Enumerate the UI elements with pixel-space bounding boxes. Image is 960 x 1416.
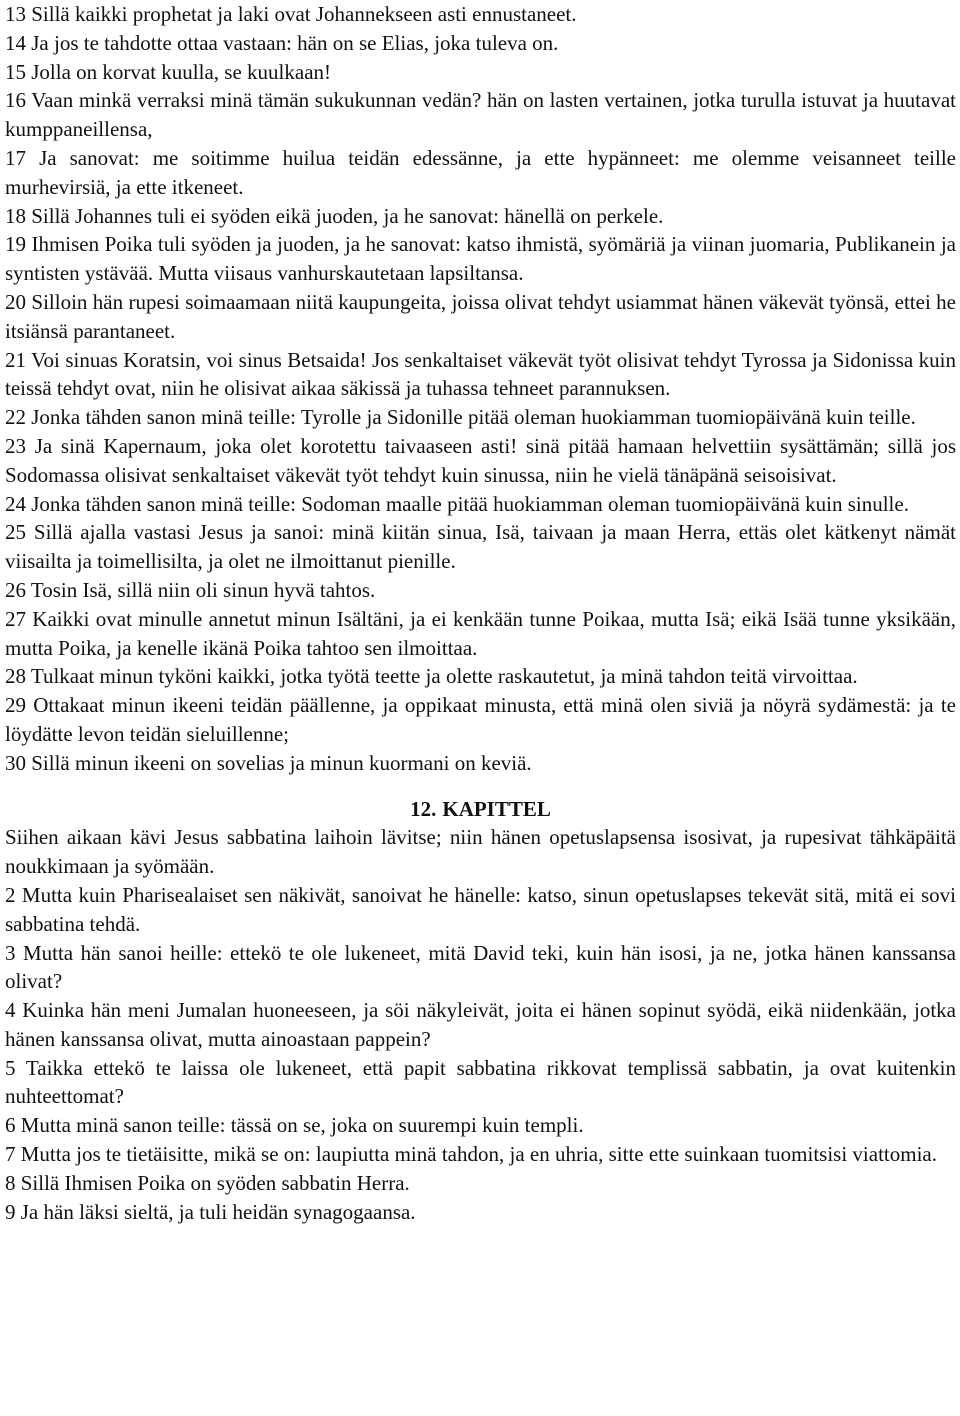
- verse-28: 28 Tulkaat minun tyköni kaikki, jotka työtä teette ja olette raskautetut, ja minä tahdon teitä virvoittaa.: [5, 664, 858, 689]
- verse-2: 2 Mutta kuin Pharisealaiset sen näkivät, sanoivat he hänelle: katso, sinun opetuslapses tekevät sitä, mitä ei sovi sabbatina tehdä.: [5, 882, 956, 936]
- verse-19: 19 Ihmisen Poika tuli syöden ja juoden, ja he sanovat: katso ihmistä, syömäriä ja viinan juomaria, Publikanein ja syntisten ystävää. Mutta viisaus vanhurskautetaan lapsiltansa.: [5, 232, 956, 286]
- chapter-title: KAPITTEL: [442, 796, 551, 821]
- verse-22: 22 Jonka tähden sanon minä teille: Tyrolle ja Sidonille pitää oleman huokiamman tuomiopäivänä kuin teille.: [5, 405, 916, 430]
- verse-23: 23 Ja sinä Kapernaum, joka olet korotettu taivaaseen asti! sinä pitää hamaan helvettiin sysättämän; sillä jos Sodomassa olisivat senkaltaiset väkevät työt tehdyt kuin sinussa, niin he vielä tänäpänä seisoisivat.: [5, 433, 956, 487]
- verse-9: 9 Ja hän läksi sieltä, ja tuli heidän synagogaansa.: [5, 1199, 416, 1224]
- verse-13: 13 Sillä kaikki prophetat ja laki ovat Johannekseen asti ennustaneet.: [5, 2, 577, 26]
- verse-5: 5 Taikka ettekö te laissa ole lukeneet, että papit sabbatina rikkovat templissä sabbatin, ja ovat kuitenkin nuhteettomat?: [5, 1055, 956, 1109]
- verse-21: 21 Voi sinuas Koratsin, voi sinus Betsaida! Jos senkaltaiset väkevät työt olisivat tehdyt Tyrossa ja Sidonissa kuin teissä tehdyt ovat, niin he olisivat aikaa säkissä ja tuhassa tehneet parannuksen.: [5, 347, 956, 401]
- verse-24: 24 Jonka tähden sanon minä teille: Sodoman maalle pitää huokiamman oleman tuomiopäivänä kuin sinulle.: [5, 491, 909, 516]
- verse-3: 3 Mutta hän sanoi heille: ettekö te ole lukeneet, mitä David teki, kuin hän isosi, ja ne, jotka hänen kanssansa olivat?: [5, 940, 956, 994]
- verse-26: 26 Tosin Isä, sillä niin oli sinun hyvä tahtos.: [5, 577, 376, 602]
- verse-16: 16 Vaan minkä verraksi minä tämän sukukunnan vedän? hän on lasten vertainen, jotka turulla istuvat ja huutavat kumppaneillensa,: [5, 88, 956, 142]
- verse-4: 4 Kuinka hän meni Jumalan huoneeseen, ja söi näkyleivät, joita ei hänen sopinut syödä, eikä niidenkään, jotka hänen kanssansa olivat, mutta ainoastaan pappein?: [5, 998, 956, 1051]
- chapter-number: 12.: [410, 796, 437, 821]
- document-page: [5, 0, 956, 1226]
- verse-18: 18 Sillä Johannes tuli ei syöden eikä juoden, ja he sanovat: hänellä on perkele.: [5, 203, 664, 228]
- verse-8: 8 Sillä Ihmisen Poika on syöden sabbatin Herra.: [5, 1170, 410, 1195]
- verses-section-b: [5, 823, 956, 1226]
- verse-30: 30 Sillä minun ikeeni on sovelias ja minun kuormani on keviä.: [5, 750, 532, 775]
- verse-14: 14 Ja jos te tahdotte ottaa vastaan: hän on se Elias, joka tuleva on.: [5, 30, 559, 55]
- verse-17: 17 Ja sanovat: me soitimme huilua teidän edessänne, ja ette hypänneet: me olemme veisanneet teille murhevirsiä, ja ette itkeneet.: [5, 145, 956, 199]
- verse-15: 15 Jolla on korvat kuulla, se kuulkaan!: [5, 59, 332, 84]
- verse-7: 7 Mutta jos te tietäisitte, mikä se on: laupiutta minä tahdon, ja en uhria, sitte ette suinkaan tuomitsisi viattomia.: [5, 1142, 937, 1167]
- verse-1: Siihen aikaan kävi Jesus sabbatina laihoin lävitse; niin hänen opetuslapsensa isosivat, ja rupesivat tähkäpäitä noukkimaan ja syömään.: [5, 825, 956, 879]
- verse-6: 6 Mutta minä sanon teille: tässä on se, joka on suurempi kuin templi.: [5, 1113, 584, 1138]
- chapter-heading: [5, 795, 956, 824]
- verse-20: 20 Silloin hän rupesi soimaamaan niitä kaupungeita, joissa olivat tehdyt usiammat hänen väkevät työnsä, ettei he itsiänsä parantaneet.: [5, 289, 956, 343]
- verse-25: 25 Sillä ajalla vastasi Jesus ja sanoi: minä kiitän sinua, Isä, taivaan ja maan Herra, ettäs olet kätkenyt nämät viisailta ja toimellisilta, ja olet ne ilmoittanut pienille.: [5, 520, 956, 574]
- verse-29: 29 Ottakaat minun ikeeni teidän päällenne, ja oppikaat minusta, että minä olen siviä ja nöyrä sydämestä: ja te löydätte levon teidän sieluillenne;: [5, 693, 956, 746]
- verses-section-a: [5, 0, 956, 778]
- verse-27: 27 Kaikki ovat minulle annetut minun Isältäni, ja ei kenkään tunne Poikaa, mutta Isä; eikä Isää tunne yksikään, mutta Poika, ja kenelle ikänä Poika tahtoo sen ilmoittaa.: [5, 606, 956, 660]
